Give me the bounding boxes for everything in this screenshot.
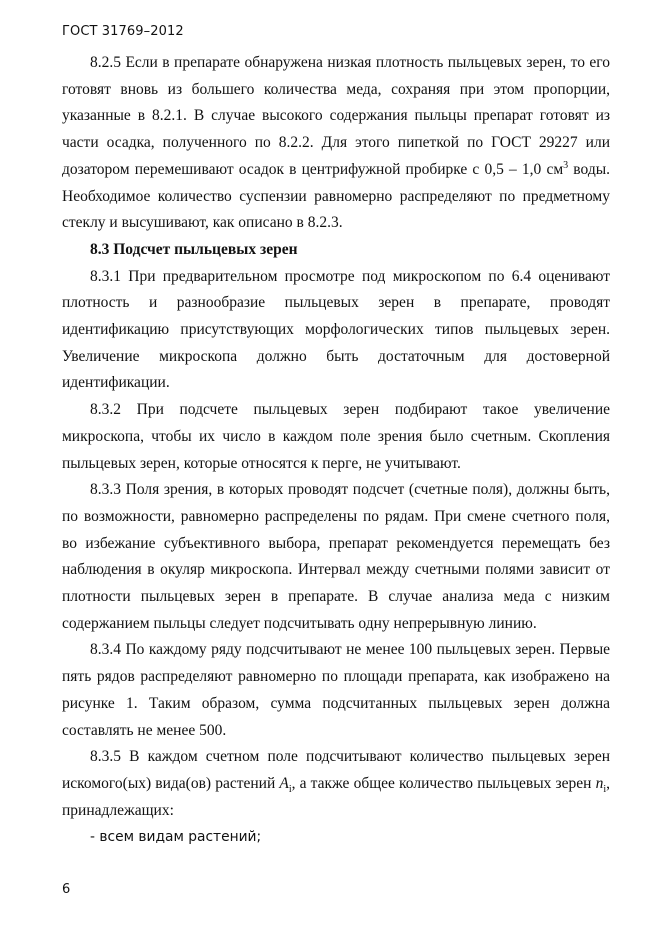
paragraph-8-3-1: 8.3.1 При предварительном просмотре под микроскопом по 6.4 оценивают плотность и разнообразие пыльцевых зерен в препарате, проводят идентификацию присутствующих морфологических типов пыльцевых зерен. Увеличение микроскопа должно быть достаточным для достоверной идентификации. [62,267,610,392]
superscript: 3 [563,159,569,171]
subscript: i [603,784,607,796]
paragraph-8-3-3: 8.3.3 Поля зрения, в которых проводят подсчет (счетные поля), должны быть, по возможности, равномерно распределены по рядам. При смене счетного поля, во избежание субъективного выбора, препарат рекомендуется перемещать без наблюдения в окуляр микроскопа. Интервал между счетными полями зависит от плотности пыльцевых зерен в препарате. В случае анализа меда с низким содержанием пыльцы следует подсчитывать одну непрерывную линию. [62,481,610,632]
paragraph-8-3-5 [62,744,610,824]
paragraph-text: , принадлежащих: [62,774,610,819]
paragraph-text: 8.3.5 В каждом счетном поле подсчитывают количество пыльцевых зерен искомого(ых) вида(ов) растений [62,748,610,792]
paragraph-8-2-5 [62,50,610,237]
paragraph-8-3-4: 8.3.4 По каждому ряду подсчитывают не менее 100 пыльцевых зерен. Первые пять рядов распределяют равномерно по площади препарата, как изображено на рисунке 1. Таким образом, сумма подсчитанных пыльцевых зерен должна составлять не менее 500. [62,641,610,739]
paragraph-8-3-2: 8.3.2 При подсчете пыльцевых зерен подбирают такое увеличение микроскопа, чтобы их число в каждом поле зрения было счетным. Скопления пыльцевых зерен, которые относятся к перге, не учитывают. [62,401,610,472]
page-number: 6 [62,882,71,897]
variable-n: n [595,774,604,792]
document-header: ГОСТ 31769–2012 [62,24,184,39]
paragraph-text: , а также общее количество пыльцевых зерен [291,774,596,792]
subscript: i [288,784,292,796]
list-item: - всем видам растений; [90,829,262,846]
paragraph-text: воды. Необходимое количество суспензии равномерно распределяют по предметному стеклу и высушивают, как описано в 8.2.3. [62,160,610,232]
section-heading-8-3: 8.3 Подсчет пыльцевых зерен [90,240,298,258]
variable-a: A [279,774,289,792]
document-body [62,50,610,851]
paragraph-text: 8.2.5 Если в препарате обнаружена низкая плотность пыльцевых зерен, то его готовят вновь из большего количества меда, сохраняя при этом пропорции, указанные в 8.2.1. В случае высокого содержания пыльцы препарат готовят из части осадка, полученного по 8.2.2. Для этого пипеткой по ГОСТ 29227 или дозатором перемешивают осадок в центрифужной пробирке с 0,5 – 1,0 см [62,54,610,178]
